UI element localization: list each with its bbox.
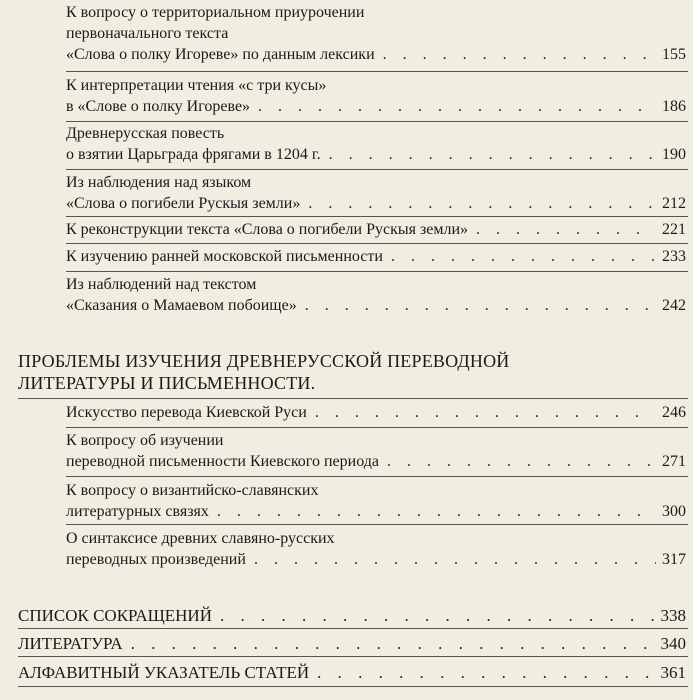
toc-entry[interactable] [66,2,686,65]
page-number: 271 [662,453,686,470]
entry-line: К вопросу об изучении [66,432,224,449]
entry-line: О синтаксисе древних славяно-русских [66,530,335,547]
entry-title: переводных произведений [66,551,246,568]
divider [18,686,688,687]
page-number: 212 [662,195,686,212]
toc-entry-top[interactable] [18,633,686,654]
entry-title: переводной письменности Киевского периода [66,453,379,470]
entry-title: «Слова о полку Игореве» по данным лексики [66,46,375,63]
entry-title: «Слова о погибели Рускыя земли» [66,195,301,212]
entry-line: К вопросу о византийско-славянских [66,482,319,499]
toc-entry-top[interactable] [18,662,686,683]
page-number: 300 [662,503,686,520]
page-number: 361 [660,663,686,682]
divider [66,476,688,477]
divider [18,398,688,399]
divider [66,71,688,72]
toc-entry[interactable] [66,246,686,267]
section-heading[interactable] [18,350,678,394]
leader-dots [383,44,656,65]
entry-title: СПИСОК СОКРАЩЕНИЙ [18,606,212,625]
divider [66,243,688,244]
entry-title: о взятии Царьграда фрягами в 1204 г. [66,146,321,163]
entry-title: К изучению ранней московской письменности [66,248,383,265]
toc-entry[interactable] [66,430,686,472]
page-number: 186 [662,98,686,115]
entry-title: литературных связях [66,503,209,520]
entry-line: К вопросу о территориальном приурочении [66,4,365,21]
leader-dots [217,501,656,522]
leader-dots [131,633,655,654]
leader-dots [317,662,654,683]
toc-entry[interactable] [66,274,686,316]
page-number: 190 [662,146,686,163]
toc-entry[interactable] [66,172,686,214]
leader-dots [329,144,656,165]
page-number: 155 [662,46,686,63]
toc-entry[interactable] [66,528,686,570]
divider [66,524,688,525]
leader-dots [305,295,656,316]
page-number: 242 [662,297,686,314]
page-number: 233 [662,248,686,265]
page-number: 338 [660,606,686,625]
toc-entry[interactable] [66,480,686,522]
entry-title: К реконструкции текста «Слова о погибели Рускыя земли» [66,221,469,238]
entry-title: АЛФАВИТНЫЙ УКАЗАТЕЛЬ СТАТЕЙ [18,663,310,682]
page-number: 221 [662,221,686,238]
section-heading-line: ПРОБЛЕМЫ ИЗУЧЕНИЯ ДРЕВНЕРУССКОЙ ПЕРЕВОДНОЙ [18,351,510,371]
leader-dots [391,246,656,267]
leader-dots [476,219,656,240]
entry-line: Древнерусская повесть [66,125,225,142]
entry-title: ЛИТЕРАТУРА [18,634,123,653]
entry-line: первоначального текста [66,25,229,42]
leader-dots [308,193,656,214]
entry-line: Из наблюдения над языком [66,174,252,191]
divider [66,121,688,122]
divider [66,216,688,217]
divider [66,271,688,272]
page-number: 340 [660,634,686,653]
toc-entry-top[interactable] [18,605,686,626]
divider [66,169,688,170]
leader-dots [254,549,656,570]
toc-entry[interactable] [66,75,686,117]
toc-entry[interactable] [66,402,686,423]
leader-dots [315,402,656,423]
toc-entry[interactable] [66,123,686,165]
entry-title: «Сказания о Мамаевом побоище» [66,297,297,314]
entry-title: Искусство перевода Киевской Руси [66,404,307,421]
divider [18,628,688,629]
divider [66,427,688,428]
entry-line: К интерпретации чтения «с три кусы» [66,77,327,94]
divider [18,656,688,657]
toc-entry[interactable] [66,219,686,240]
section-heading-line: ЛИТЕРАТУРЫ И ПИСЬМЕННОСТИ. [18,373,316,393]
leader-dots [258,96,656,117]
entry-title: в «Слове о полку Игореве» [66,98,251,115]
leader-dots [387,451,656,472]
leader-dots [220,605,655,626]
entry-line: Из наблюдений над текстом [66,276,257,293]
page-number: 317 [662,551,686,568]
page-number: 246 [662,404,686,421]
